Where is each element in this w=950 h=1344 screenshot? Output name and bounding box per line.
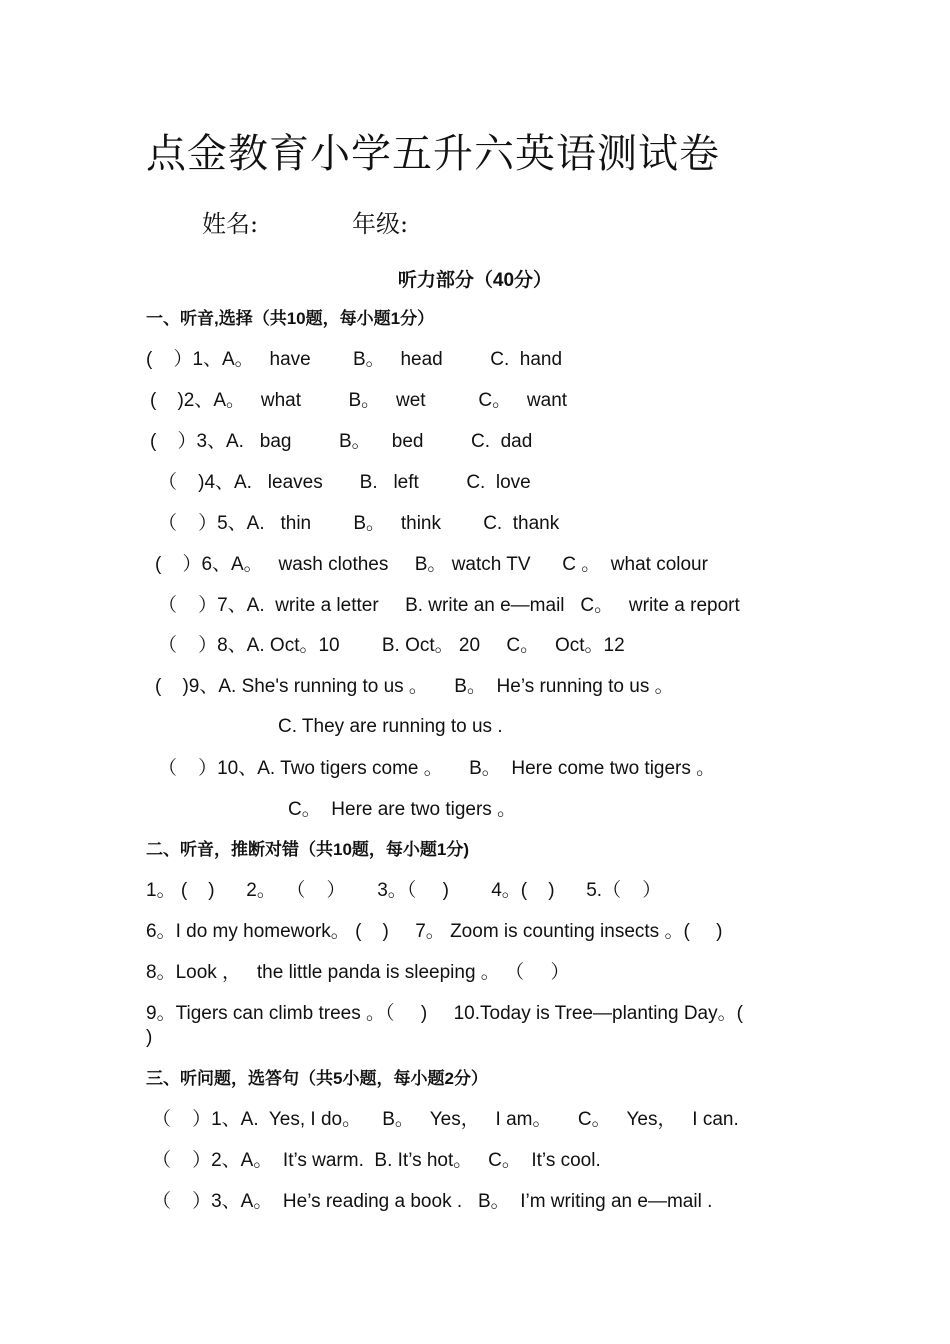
section1-heading: 一、听音,选择（共10题，每小题1分） [146, 309, 435, 328]
question-2: ( )2、A。 what B。 wet C。 want [150, 390, 568, 411]
grade-label: 年级: [352, 210, 409, 238]
page-title: 点金教育小学五升六英语测试卷 [146, 131, 720, 177]
question-9: ( )9、A. She's running to us 。 B。 He’s running to us 。 [155, 676, 674, 697]
question-8: （ ）8、A. Oct。10 B. Oct。 20 C。 Oct。12 [158, 635, 625, 656]
question-6: ( ）6、A。 wash clothes B。 watch TV C 。 what colour [155, 554, 708, 575]
judge-row-1: 1。 ( ) 2。 （ ） 3。（ ) 4。( ) 5.（ ） [146, 880, 662, 901]
judge-row-2: 6。I do my homework。 ( ) 7。 Zoom is counting insects 。( ) [146, 921, 723, 942]
question-5: （ ）5、A. thin B。 think C. thank [158, 513, 560, 534]
section2-heading: 二、听音，推断对错（共10题，每小题1分) [146, 840, 470, 859]
section3-heading: 三、听问题，选答句（共5小题，每小题2分） [146, 1069, 488, 1088]
judge-row-4: 9。Tigers can climb trees 。（ ) 10.Today is Tree—planting Day。( [146, 1003, 743, 1024]
answer-question-2: （ ）2、A。 It’s warm. B. It’s hot。 C。 It’s cool. [152, 1150, 601, 1171]
question-9-option-c: C. They are running to us . [278, 716, 503, 737]
question-10-option-c: C。 Here are two tigers 。 [288, 799, 517, 820]
name-label: 姓名: [202, 210, 259, 238]
judge-row-4-end: ) [146, 1027, 153, 1048]
answer-question-1: （ ）1、A. Yes, I do。 B。 Yes， I am。 C。 Yes， I can. [152, 1109, 739, 1130]
listening-header: 听力部分（40分） [397, 270, 553, 291]
answer-question-3: （ ）3、A。 He’s reading a book . B。 I’m writing an e—mail . [152, 1191, 713, 1212]
judge-row-3: 8。Look ， the little panda is sleeping 。 （ ） [146, 962, 570, 983]
question-4: （ )4、A. leaves B. left C. love [158, 472, 531, 493]
question-7: （ ）7、A. write a letter B. write an e—mail C。 write a report [158, 595, 740, 616]
question-1: ( ）1、A。 have B。 head C. hand [146, 349, 563, 370]
question-10: （ ）10、A. Two tigers come 。 B。 Here come two tigers 。 [158, 758, 716, 779]
question-3: ( ）3、A. bag B。 bed C. dad [150, 431, 533, 452]
